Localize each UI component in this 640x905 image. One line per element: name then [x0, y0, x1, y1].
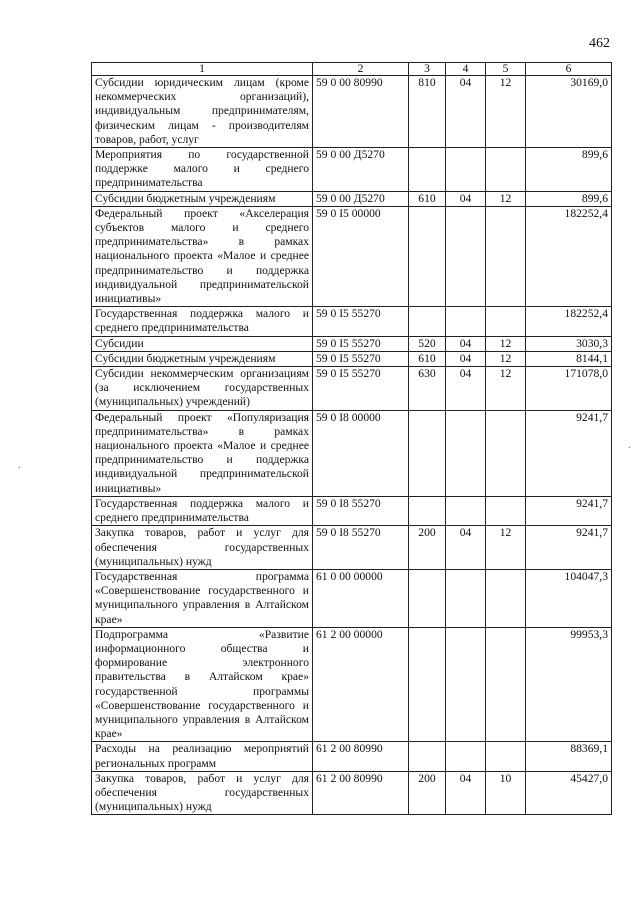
table-row	[92, 148, 612, 192]
page-number: 462	[589, 36, 610, 51]
cell-name: Государственная программа «Совершенствование государственного и муниципального управления в Алтайском крае»	[92, 569, 313, 627]
cell-code: 61 0 00 00000	[313, 569, 409, 627]
cell-amount: 182252,4	[526, 307, 612, 336]
cell-c5	[486, 742, 526, 771]
cell-code: 59 0 00 Д5270	[313, 148, 409, 192]
cell-c4	[446, 206, 486, 306]
cell-name: Государственная поддержка малого и среднего предпринимательства	[92, 307, 313, 336]
cell-c5: 12	[486, 526, 526, 570]
table-row	[92, 307, 612, 336]
cell-c4	[446, 742, 486, 771]
table-row	[92, 410, 612, 496]
cell-code: 59 0 I8 55270	[313, 496, 409, 525]
cell-c4: 04	[446, 526, 486, 570]
cell-c4: 04	[446, 191, 486, 206]
table-row	[92, 771, 612, 815]
cell-name: Федеральный проект «Популяризация предпринимательства» в рамках национального проекта «Малое и среднее предпринимательство и поддержка индивидуальной предпринимательской инициативы»	[92, 410, 313, 496]
cell-c4: 04	[446, 367, 486, 411]
cell-name: Субсидии бюджетным учреждениям	[92, 351, 313, 366]
cell-c3	[409, 742, 446, 771]
cell-c5	[486, 206, 526, 306]
table-row	[92, 742, 612, 771]
header-cell: 4	[446, 63, 486, 76]
cell-name: Субсидии бюджетным учреждениям	[92, 191, 313, 206]
table-row	[92, 627, 612, 742]
cell-amount: 171078,0	[526, 367, 612, 411]
cell-amount: 104047,3	[526, 569, 612, 627]
cell-code: 59 0 00 Д5270	[313, 191, 409, 206]
cell-code: 61 2 00 80990	[313, 771, 409, 815]
cell-c3: 200	[409, 526, 446, 570]
cell-code: 59 0 I5 00000	[313, 206, 409, 306]
scan-mark: .	[18, 460, 21, 471]
cell-amount: 9241,7	[526, 526, 612, 570]
cell-c5	[486, 569, 526, 627]
cell-code: 59 0 I5 55270	[313, 336, 409, 351]
cell-c3	[409, 148, 446, 192]
table-row	[92, 496, 612, 525]
cell-name: Субсидии	[92, 336, 313, 351]
budget-table	[91, 62, 612, 815]
cell-name: Закупка товаров, работ и услуг для обеспечения государственных (муниципальных) нужд	[92, 771, 313, 815]
cell-c5	[486, 496, 526, 525]
cell-c5: 12	[486, 351, 526, 366]
cell-amount: 88369,1	[526, 742, 612, 771]
cell-amount: 3030,3	[526, 336, 612, 351]
cell-amount: 8144,1	[526, 351, 612, 366]
cell-c3: 610	[409, 191, 446, 206]
table-row	[92, 569, 612, 627]
table-row	[92, 367, 612, 411]
cell-amount: 30169,0	[526, 76, 612, 148]
cell-amount: 99953,3	[526, 627, 612, 742]
cell-code: 59 0 I5 55270	[313, 351, 409, 366]
cell-c4: 04	[446, 351, 486, 366]
cell-c5: 12	[486, 76, 526, 148]
header-cell: 1	[92, 63, 313, 76]
cell-c5	[486, 148, 526, 192]
table-row	[92, 351, 612, 366]
cell-c5: 12	[486, 367, 526, 411]
cell-c3	[409, 410, 446, 496]
header-cell: 5	[486, 63, 526, 76]
cell-c3: 630	[409, 367, 446, 411]
table-row	[92, 76, 612, 148]
table-row	[92, 526, 612, 570]
cell-c3: 610	[409, 351, 446, 366]
cell-amount: 182252,4	[526, 206, 612, 306]
cell-amount: 9241,7	[526, 496, 612, 525]
header-cell: 2	[313, 63, 409, 76]
table-row	[92, 206, 612, 306]
cell-amount: 9241,7	[526, 410, 612, 496]
cell-c4	[446, 307, 486, 336]
scan-mark: .	[628, 440, 631, 451]
header-cell: 3	[409, 63, 446, 76]
cell-c3	[409, 627, 446, 742]
cell-c4	[446, 627, 486, 742]
cell-code: 59 0 I8 55270	[313, 526, 409, 570]
cell-name: Субсидии некоммерческим организациям (за исключением государственных (муниципальных) учреждений)	[92, 367, 313, 411]
cell-c3: 200	[409, 771, 446, 815]
table-row	[92, 336, 612, 351]
cell-c3	[409, 496, 446, 525]
cell-name: Закупка товаров, работ и услуг для обеспечения государственных (муниципальных) нужд	[92, 526, 313, 570]
cell-amount: 45427,0	[526, 771, 612, 815]
cell-name: Государственная поддержка малого и среднего предпринимательства	[92, 496, 313, 525]
header-row	[92, 63, 612, 76]
header-cell: 6	[526, 63, 612, 76]
cell-c5	[486, 627, 526, 742]
cell-c5	[486, 410, 526, 496]
cell-c3: 520	[409, 336, 446, 351]
cell-code: 59 0 00 80990	[313, 76, 409, 148]
cell-c4: 04	[446, 336, 486, 351]
cell-name: Мероприятия по государственной поддержке малого и среднего предпринимательства	[92, 148, 313, 192]
cell-name: Подпрограмма «Развитие информационного общества и формирование электронного правительства в Алтайском крае» государственной программы «Совершенствование государственного и муниципального управления в Алтайском крае»	[92, 627, 313, 742]
cell-name: Расходы на реализацию мероприятий региональных программ	[92, 742, 313, 771]
cell-code: 61 2 00 80990	[313, 742, 409, 771]
cell-c4: 04	[446, 771, 486, 815]
cell-c4: 04	[446, 76, 486, 148]
cell-c3	[409, 206, 446, 306]
cell-c3	[409, 307, 446, 336]
cell-code: 59 0 I8 00000	[313, 410, 409, 496]
cell-code: 61 2 00 00000	[313, 627, 409, 742]
cell-c4	[446, 569, 486, 627]
cell-c3	[409, 569, 446, 627]
cell-amount: 899,6	[526, 148, 612, 192]
cell-c4	[446, 496, 486, 525]
cell-c4	[446, 148, 486, 192]
cell-c5: 12	[486, 336, 526, 351]
cell-c4	[446, 410, 486, 496]
cell-c5	[486, 307, 526, 336]
cell-c3: 810	[409, 76, 446, 148]
cell-code: 59 0 I5 55270	[313, 367, 409, 411]
cell-name: Субсидии юридическим лицам (кроме некоммерческих организаций), индивидуальным предпринимателям, физическим лицам - производителям товаров, работ, услуг	[92, 76, 313, 148]
cell-c5: 12	[486, 191, 526, 206]
cell-name: Федеральный проект «Акселерация субъектов малого и среднего предпринимательства» в рамках национального проекта «Малое и среднее предпринимательство и поддержка индивидуальной предпринимательской инициативы»	[92, 206, 313, 306]
cell-c5: 10	[486, 771, 526, 815]
cell-code: 59 0 I5 55270	[313, 307, 409, 336]
cell-amount: 899,6	[526, 191, 612, 206]
table-row	[92, 191, 612, 206]
